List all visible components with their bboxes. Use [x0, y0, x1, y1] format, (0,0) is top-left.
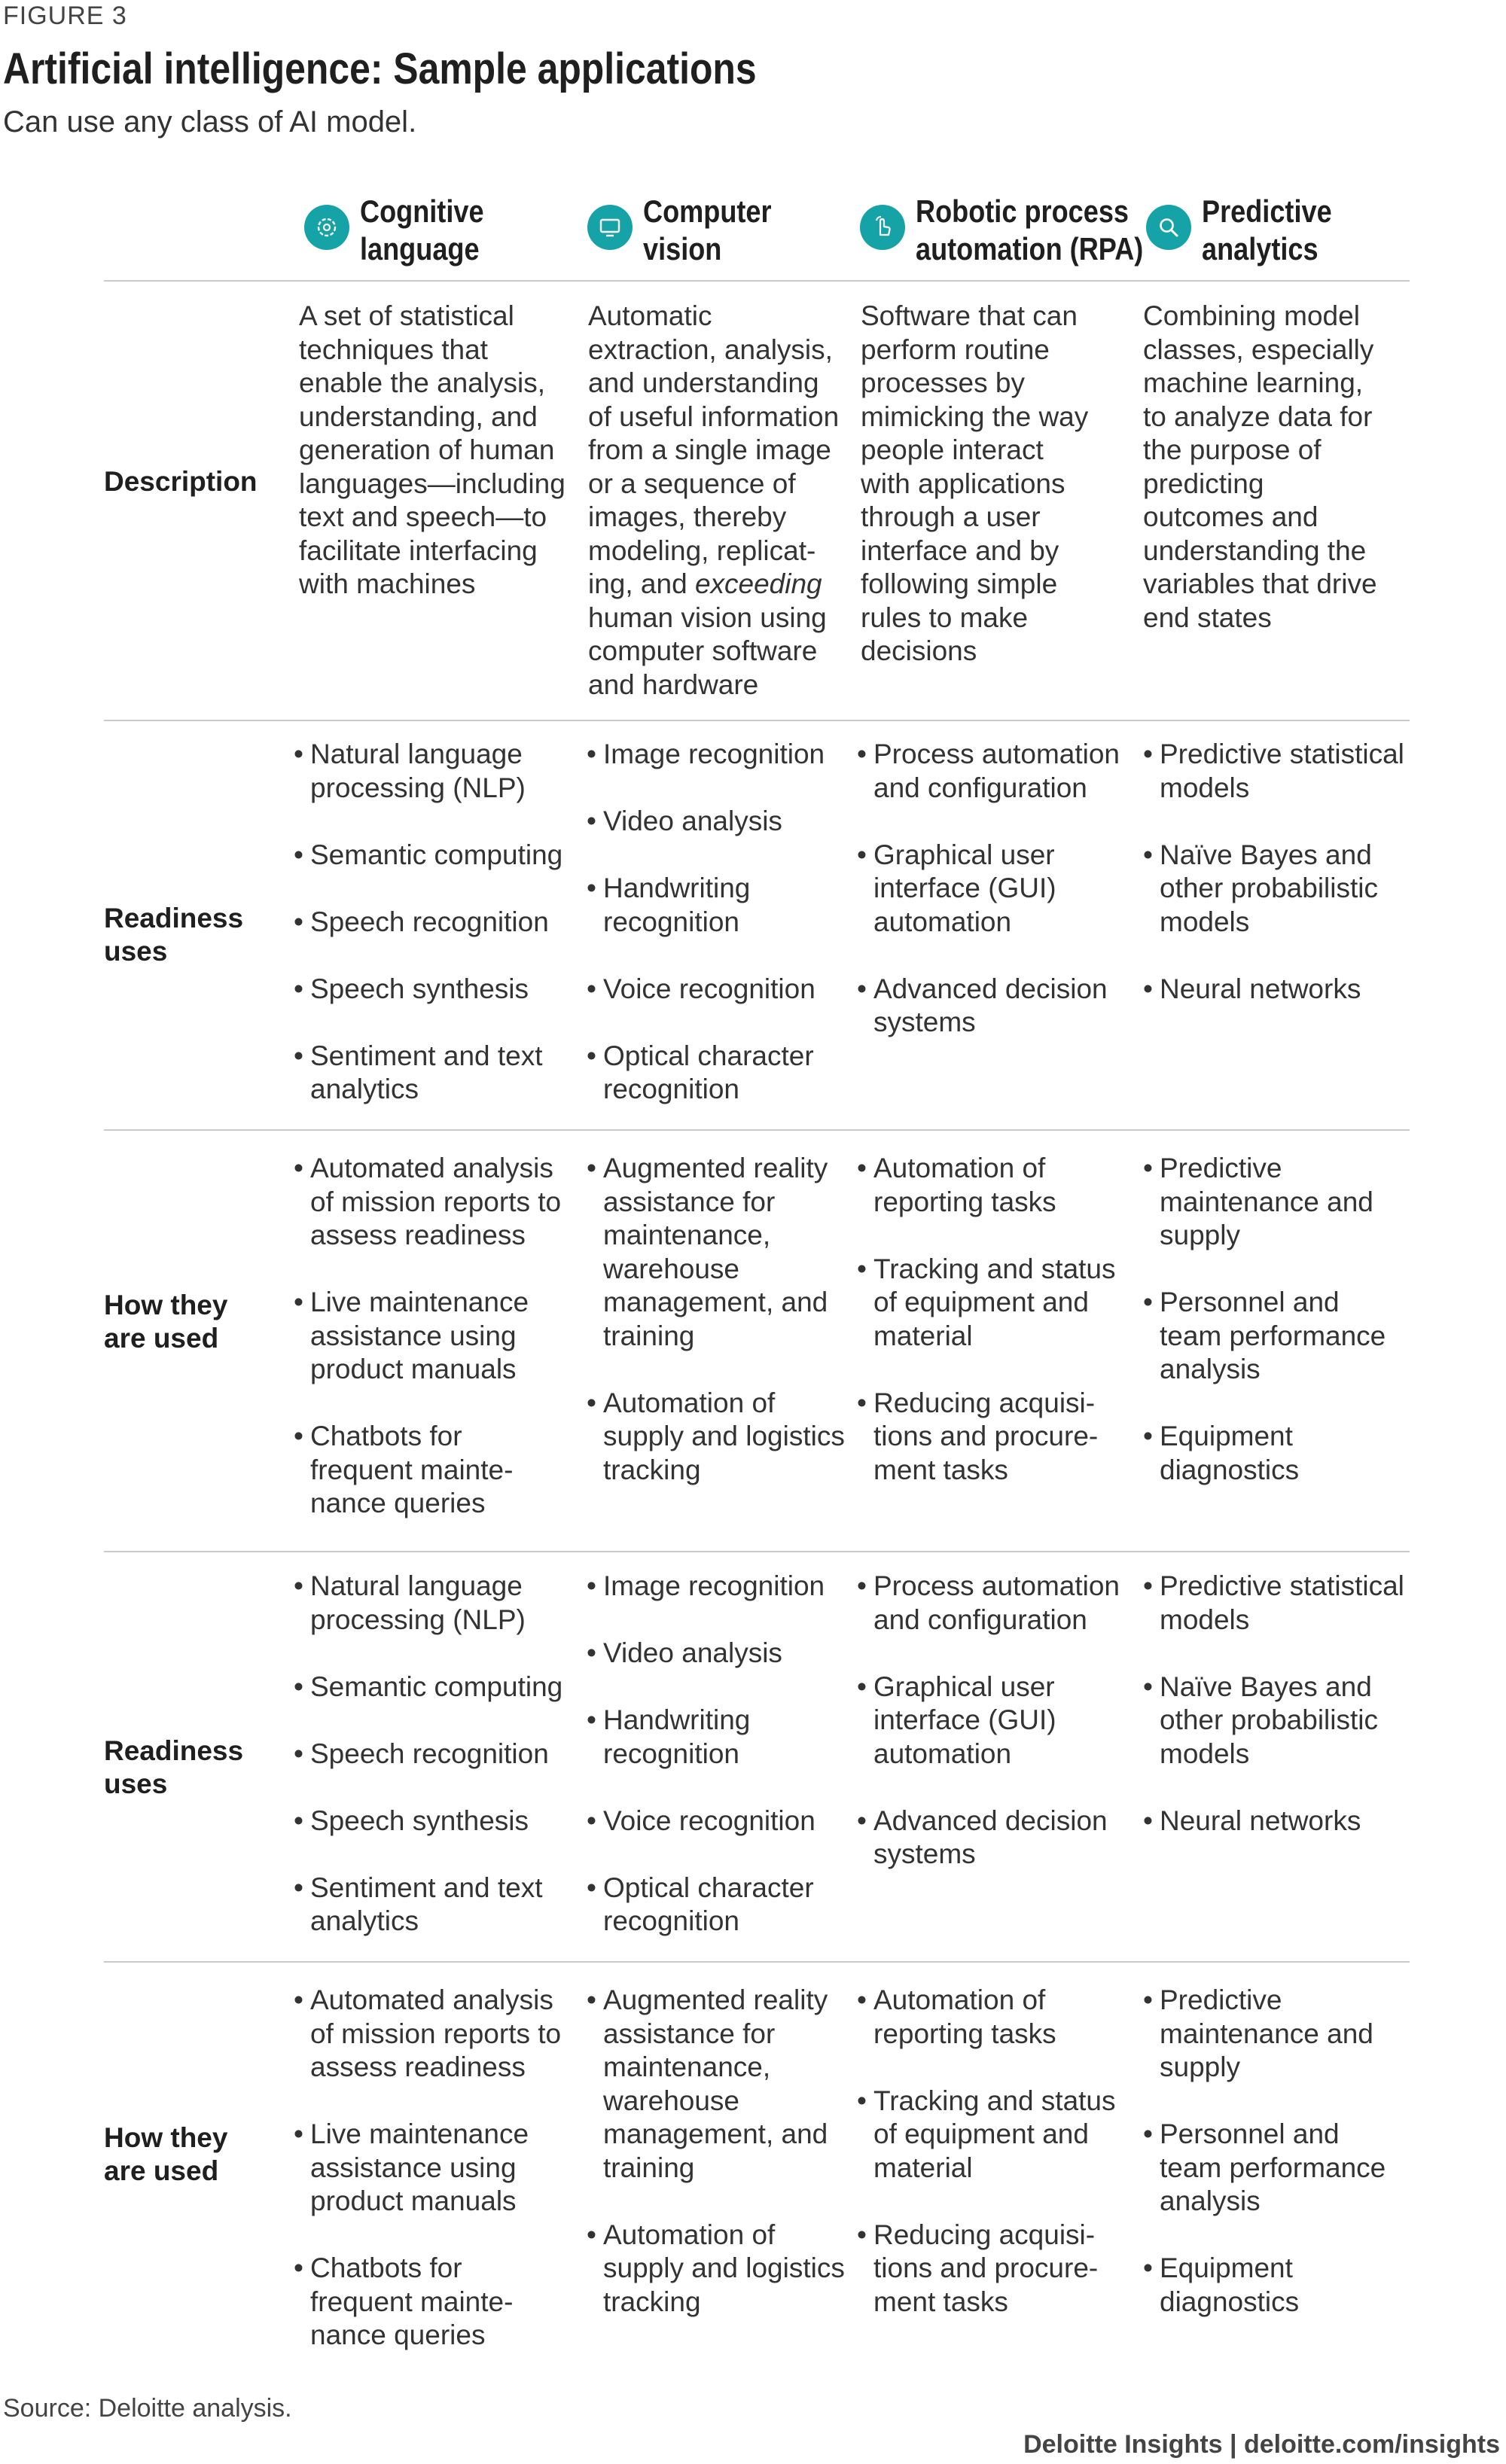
list-item [1143, 973, 1423, 1007]
list-item [1143, 1570, 1423, 1637]
bullet-list [587, 1152, 858, 1487]
list-item-line: • Natural language [310, 1570, 523, 1601]
list-item-line: other probabilistic [1160, 1704, 1378, 1735]
list-item [294, 1570, 580, 1637]
cell-line: and understanding [588, 367, 819, 398]
list-item [294, 1738, 580, 1771]
list-item-line: • Speech synthesis [310, 1805, 529, 1836]
list-item-line: • Speech synthesis [310, 973, 529, 1004]
list-item [294, 738, 580, 805]
list-item-line: assistance using [310, 1320, 517, 1351]
row-label-line: How they [104, 1290, 228, 1320]
list-item-line: • Tracking and status [873, 1253, 1116, 1284]
list-item [1143, 738, 1423, 805]
list-item-line: • Handwriting [603, 873, 751, 903]
list-item-line: assistance using [310, 2152, 517, 2183]
list-item-line: processing (NLP) [310, 772, 526, 803]
column-header-line1: Predictive [1202, 193, 1332, 229]
cell-rpa [857, 738, 1136, 1040]
cell-text: ing, and [588, 568, 695, 599]
list-item-line: • Advanced decision [873, 1805, 1108, 1836]
list-item [587, 1570, 858, 1604]
list-item-line: supply and logistics [603, 2252, 845, 2283]
list-item [1143, 1152, 1423, 1253]
cell-line [588, 568, 852, 602]
row-label-description: Description [104, 466, 258, 497]
list-item-line: recognition [603, 906, 740, 937]
list-item-line: frequent mainte- [310, 1454, 514, 1485]
list-item-line: • Process automation [873, 1570, 1120, 1601]
cell-predictive-analytics [1143, 1984, 1423, 2319]
list-item-line: • Automation of [603, 2219, 776, 2250]
list-item-line: • Neural networks [1160, 1805, 1361, 1836]
list-item-line: analysis [1160, 2185, 1261, 2216]
list-item-line: warehouse [603, 2085, 740, 2116]
cell-line: the purpose of [1143, 434, 1322, 465]
list-item-line: maintenance and [1160, 1186, 1373, 1217]
cell-line: interface and by [861, 535, 1059, 566]
cell-rpa [857, 1152, 1136, 1487]
cell-line: decisions [861, 635, 977, 666]
list-item-line: • Graphical user [873, 1671, 1055, 1702]
list-item-line: • Reducing acquisi- [873, 2219, 1096, 2250]
list-item-line: of mission reports to [310, 2018, 562, 2049]
cell-line: mimicking the way [861, 401, 1089, 432]
list-item-line: • Process automation [873, 739, 1120, 769]
cell-cognitive-language [294, 1570, 580, 1939]
divider [104, 720, 1410, 721]
cell-line: text and speech—to [299, 501, 547, 532]
list-item-line: maintenance, [603, 2051, 771, 2082]
list-item-line: analytics [310, 1074, 419, 1104]
cell-line: and hardware [588, 669, 759, 700]
emphasis-text: exceeding [694, 568, 822, 599]
list-item-line: product manuals [310, 2185, 517, 2216]
divider [104, 280, 1410, 282]
list-item [857, 1671, 1136, 1771]
brain-icon [304, 205, 349, 250]
list-item-line: • Sentiment and text [310, 1040, 543, 1071]
cell-line: or a sequence of [588, 468, 796, 499]
cell-line: Automatic [588, 300, 712, 331]
list-item-line: • Chatbots for [310, 2252, 462, 2283]
list-item [587, 1704, 858, 1771]
list-item-line: supply and logistics [603, 1421, 845, 1451]
divider [104, 1129, 1410, 1131]
list-item [857, 2085, 1136, 2185]
row-label-section-2 [104, 1735, 243, 1801]
list-item [587, 872, 858, 939]
list-item [1143, 2118, 1423, 2219]
list-item-line: • Naïve Bayes and [1160, 1671, 1372, 1702]
list-item-line: • Live maintenance [310, 2118, 529, 2149]
list-item [857, 973, 1136, 1040]
list-item-line: supply [1160, 1220, 1240, 1250]
list-item [587, 805, 858, 839]
list-item-line: models [1160, 772, 1250, 803]
list-item [1143, 1671, 1423, 1771]
list-item-line: and configuration [873, 1604, 1087, 1635]
list-item-line: • Semantic computing [310, 1671, 563, 1702]
cell-predictive-analytics [1143, 1152, 1423, 1487]
list-item-line: • Automation of [873, 1153, 1046, 1183]
cell-cognitive-language [294, 1152, 580, 1521]
list-item-line: systems [873, 1007, 976, 1037]
cell-predictive-analytics [1143, 738, 1423, 1006]
list-item-line: • Personnel and [1160, 2118, 1340, 2149]
bullet-list [294, 1570, 580, 1939]
list-item [857, 1253, 1136, 1354]
column-header-rpa [860, 193, 1181, 268]
page-title: Artificial intelligence: Sample applications [3, 44, 757, 93]
cell-line: facilitate interfacing [299, 535, 538, 566]
bullet-list [294, 1984, 580, 2353]
divider [104, 1961, 1410, 1963]
list-item [587, 1637, 858, 1671]
list-item-line: management, and [603, 2118, 828, 2149]
list-item-line: team performance [1160, 2152, 1386, 2183]
list-item [294, 839, 580, 873]
list-item-line: models [1160, 1738, 1250, 1769]
list-item-line: management, and [603, 1287, 828, 1317]
list-item-line: assistance for [603, 2018, 776, 2049]
description-cell-predictive-analytics [1143, 300, 1414, 635]
source-note: Source: Deloitte analysis. [3, 2394, 292, 2423]
list-item-line: assess readiness [310, 1220, 526, 1250]
list-item-line: • Augmented reality [603, 1153, 828, 1183]
column-header-line2: analytics [1202, 231, 1319, 267]
list-item-line: • Reducing acquisi- [873, 1387, 1096, 1418]
cell-line: Software that can [861, 300, 1078, 331]
row-label-section-3 [104, 2121, 227, 2188]
list-item-line: reporting tasks [873, 1186, 1056, 1217]
list-item-line: recognition [603, 1074, 740, 1104]
list-item-line: • Speech recognition [310, 906, 549, 937]
list-item [1143, 1805, 1423, 1838]
list-item [1143, 1984, 1423, 2085]
cell-line: to analyze data for [1143, 401, 1373, 432]
list-item [294, 1420, 580, 1521]
divider [104, 1551, 1410, 1552]
list-item-line: • Automation of [603, 1387, 776, 1418]
list-item-line: • Predictive statistical [1160, 739, 1404, 769]
list-item-line: • Voice recognition [603, 973, 815, 1004]
list-item-line: and configuration [873, 772, 1087, 803]
cell-computer-vision [587, 1984, 858, 2319]
list-item [587, 2219, 858, 2319]
list-item [587, 1872, 858, 1939]
cell-line: languages—including [299, 468, 566, 499]
bullet-list [857, 738, 1136, 1040]
magnifier-icon [1146, 205, 1191, 250]
list-item-line: automation [873, 1738, 1012, 1769]
description-cell-rpa [861, 300, 1132, 669]
list-item [294, 906, 580, 940]
list-item [294, 1286, 580, 1387]
list-item [587, 1984, 858, 2185]
bullet-list [587, 1984, 858, 2319]
list-item-line: • Natural language [310, 739, 523, 769]
list-item-line: • Voice recognition [603, 1805, 815, 1836]
column-header-line2: vision [643, 231, 722, 267]
row-label-line: are used [104, 2155, 219, 2186]
cell-computer-vision [587, 738, 858, 1107]
column-header-line2: language [360, 231, 480, 267]
list-item-line: • Video analysis [603, 1637, 782, 1668]
list-item-line: • Graphical user [873, 839, 1055, 870]
cell-cognitive-language [294, 738, 580, 1107]
list-item-line: nance queries [310, 2319, 486, 2350]
cell-line: enable the analysis, [299, 367, 546, 398]
list-item-line: • Video analysis [603, 806, 782, 836]
list-item-line: • Automated analysis [310, 1984, 553, 2015]
description-cell-computer-vision [588, 300, 852, 702]
list-item-line: • Speech recognition [310, 1738, 549, 1769]
list-item [857, 1570, 1136, 1637]
cell-line: people interact [861, 434, 1044, 465]
cell-line: following simple [861, 568, 1058, 599]
list-item-line: • Neural networks [1160, 973, 1361, 1004]
list-item [294, 1152, 580, 1253]
list-item-line: tions and procure- [873, 2252, 1099, 2283]
cell-line: classes, especially [1143, 334, 1374, 365]
list-item-line: • Image recognition [603, 1570, 825, 1601]
bullet-list [857, 1984, 1136, 2319]
list-item [294, 973, 580, 1007]
list-item [587, 1805, 858, 1838]
cell-line: predicting [1143, 468, 1264, 499]
list-item-line: reporting tasks [873, 2018, 1056, 2049]
list-item [857, 1387, 1136, 1488]
list-item-line: processing (NLP) [310, 1604, 526, 1635]
list-item-line: tracking [603, 2286, 701, 2317]
cell-rpa [857, 1984, 1136, 2319]
list-item-line: maintenance, [603, 1220, 771, 1250]
list-item-line: tracking [603, 1454, 701, 1485]
list-item [857, 738, 1136, 805]
row-label-section-1 [104, 1289, 227, 1355]
list-item [587, 1040, 858, 1107]
list-item-line: • Tracking and status [873, 2085, 1116, 2116]
list-item-line: • Naïve Bayes and [1160, 839, 1372, 870]
list-item [1143, 1420, 1423, 1487]
cell-computer-vision [587, 1570, 858, 1939]
list-item-line: maintenance and [1160, 2018, 1373, 2049]
list-item-line: frequent mainte- [310, 2286, 514, 2317]
column-header-line2: automation (RPA) [916, 231, 1144, 267]
list-item-line: warehouse [603, 1253, 740, 1284]
column-header-cognitive-language [304, 193, 504, 268]
bullet-list [587, 1570, 858, 1939]
list-item-line: supply [1160, 2051, 1240, 2082]
list-item-line: analysis [1160, 1354, 1261, 1384]
list-item-line: • Predictive [1160, 1153, 1282, 1183]
cell-line: variables that drive [1143, 568, 1377, 599]
list-item-line: • Sentiment and text [310, 1872, 543, 1903]
list-item [294, 1872, 580, 1939]
cell-line: with applications [861, 468, 1065, 499]
bullet-list [294, 738, 580, 1107]
list-item [857, 2219, 1136, 2319]
list-item-line: analytics [310, 1905, 419, 1936]
list-item-line: interface (GUI) [873, 873, 1056, 903]
list-item-line: other probabilistic [1160, 873, 1378, 903]
column-header-line1: Computer [643, 193, 772, 229]
list-item-line: • Automated analysis [310, 1153, 553, 1183]
cell-line: of useful information [588, 401, 840, 432]
cell-line: generation of human [299, 434, 555, 465]
list-item [294, 1040, 580, 1107]
list-item-line: material [873, 1320, 973, 1351]
list-item [857, 1805, 1136, 1872]
list-item [587, 973, 858, 1007]
cell-line: machine learning, [1143, 367, 1364, 398]
list-item-line: • Personnel and [1160, 1287, 1340, 1317]
row-label-line: uses [104, 936, 168, 967]
hand-pointer-icon [860, 205, 905, 250]
list-item-line: • Semantic computing [310, 839, 563, 870]
list-item [857, 1152, 1136, 1219]
list-item-line: automation [873, 906, 1012, 937]
description-cell-cognitive-language [299, 300, 578, 602]
column-header-line1: Cognitive [360, 193, 484, 229]
list-item-line: nance queries [310, 1488, 486, 1518]
list-item [1143, 839, 1423, 940]
list-item-line: training [603, 2152, 695, 2183]
cell-line: with machines [299, 568, 476, 599]
cell-predictive-analytics [1143, 1570, 1423, 1838]
list-item-line: systems [873, 1838, 976, 1869]
column-header-predictive-analytics [1146, 193, 1353, 268]
row-label-line: uses [104, 1768, 168, 1799]
list-item [294, 1805, 580, 1838]
column-header-computer-vision [587, 193, 792, 268]
list-item-line: assistance for [603, 1186, 776, 1217]
bullet-list [1143, 1570, 1423, 1838]
list-item-line: recognition [603, 1905, 740, 1936]
bullet-list [1143, 1984, 1423, 2319]
list-item-line: of equipment and [873, 2118, 1089, 2149]
list-item [294, 1671, 580, 1704]
list-item [1143, 1286, 1423, 1387]
bullet-list [857, 1152, 1136, 1487]
list-item-line: material [873, 2152, 973, 2183]
list-item [587, 1152, 858, 1353]
list-item-line: • Advanced decision [873, 973, 1108, 1004]
list-item-line: team performance [1160, 1320, 1386, 1351]
bullet-list [1143, 738, 1423, 1006]
cell-line: understanding the [1143, 535, 1367, 566]
row-label-line: How they [104, 2122, 228, 2153]
cell-line: modeling, replicat- [588, 535, 816, 566]
list-item-line: • Image recognition [603, 739, 825, 769]
cell-line: understanding, and [299, 401, 538, 432]
list-item-line: • Optical character [603, 1872, 814, 1903]
list-item [294, 2252, 580, 2353]
list-item-line: ment tasks [873, 1454, 1008, 1485]
monitor-icon [587, 205, 633, 250]
figure-label: FIGURE 3 [3, 2, 127, 30]
column-header-line1: Robotic process [916, 193, 1130, 229]
list-item-line: of equipment and [873, 1287, 1089, 1317]
cell-line: images, thereby [588, 501, 787, 532]
footer-credit: Deloitte Insights | deloitte.com/insights [1023, 2430, 1500, 2459]
bullet-list [587, 738, 858, 1107]
list-item-line: tions and procure- [873, 1421, 1099, 1451]
bullet-list [294, 1152, 580, 1521]
list-item-line: • Handwriting [603, 1704, 751, 1735]
list-item-line: models [1160, 1604, 1250, 1635]
row-label-line: are used [104, 1323, 219, 1354]
list-item-line: diagnostics [1160, 1454, 1300, 1485]
list-item-line: product manuals [310, 1354, 517, 1384]
list-item-line: models [1160, 906, 1250, 937]
list-item-line: • Optical character [603, 1040, 814, 1071]
list-item-line: • Equipment [1160, 1421, 1293, 1451]
list-item-line: • Automation of [873, 1984, 1046, 2015]
list-item-line: • Equipment [1160, 2252, 1293, 2283]
row-label-line: Readiness [104, 1735, 244, 1766]
list-item [587, 1387, 858, 1488]
row-label-section-0 [104, 902, 243, 968]
list-item-line: assess readiness [310, 2051, 526, 2082]
cell-line: rules to make [861, 602, 1029, 633]
cell-line: end states [1143, 602, 1272, 633]
list-item-line: interface (GUI) [873, 1704, 1056, 1735]
list-item [1143, 2252, 1423, 2319]
list-item [587, 738, 858, 772]
cell-line: through a user [861, 501, 1041, 532]
cell-rpa [857, 1570, 1136, 1872]
cell-line: techniques that [299, 334, 488, 365]
list-item-line: • Chatbots for [310, 1421, 462, 1451]
list-item-line: • Augmented reality [603, 1984, 828, 2015]
cell-line: outcomes and [1143, 501, 1319, 532]
cell-line: computer software [588, 635, 818, 666]
list-item-line: • Predictive [1160, 1984, 1282, 2015]
cell-line: perform routine [861, 334, 1050, 365]
cell-line: extraction, analysis, [588, 334, 833, 365]
list-item [294, 1984, 580, 2085]
list-item [294, 2118, 580, 2219]
cell-line: Combining model [1143, 300, 1360, 331]
cell-line: A set of statistical [299, 300, 514, 331]
cell-line: processes by [861, 367, 1025, 398]
list-item-line: ment tasks [873, 2286, 1008, 2317]
list-item-line: recognition [603, 1738, 740, 1769]
cell-line: human vision using [588, 602, 827, 633]
bullet-list [857, 1570, 1136, 1872]
list-item-line: • Live maintenance [310, 1287, 529, 1317]
list-item [857, 1984, 1136, 2051]
list-item-line: training [603, 1320, 695, 1351]
cell-computer-vision [587, 1152, 858, 1487]
bullet-list [1143, 1152, 1423, 1487]
cell-cognitive-language [294, 1984, 580, 2353]
list-item-line: diagnostics [1160, 2286, 1300, 2317]
row-label-line: Readiness [104, 903, 244, 934]
list-item [857, 839, 1136, 940]
cell-line: from a single image [588, 434, 831, 465]
list-item-line: • Predictive statistical [1160, 1570, 1404, 1601]
page-subtitle: Can use any class of AI model. [3, 105, 417, 139]
list-item-line: of mission reports to [310, 1186, 562, 1217]
